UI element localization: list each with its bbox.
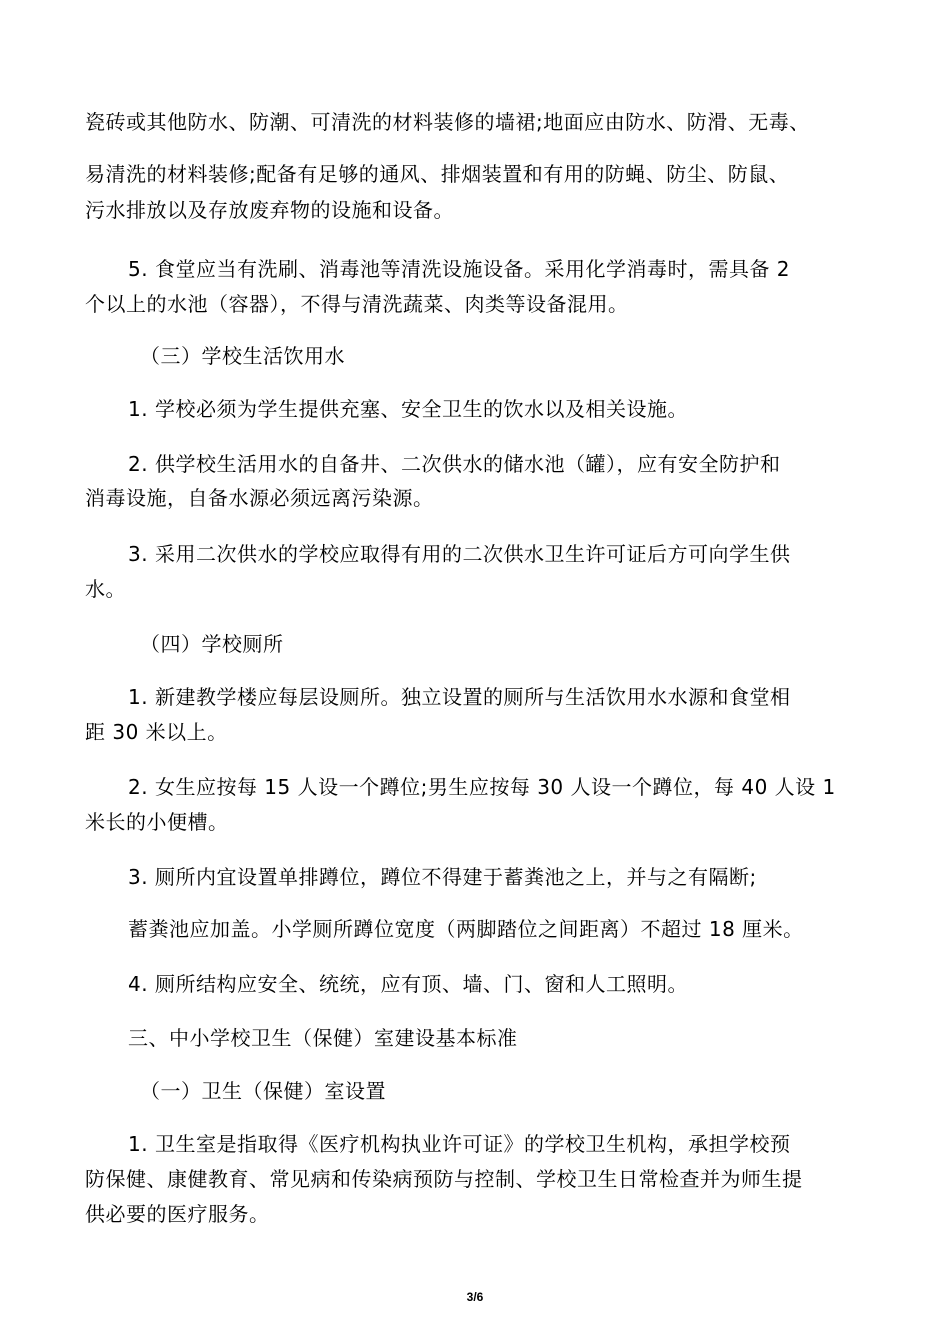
page-number: 3/6 — [466, 1290, 484, 1304]
paragraph-line: 米长的小便槽。 — [85, 810, 229, 834]
paragraph-line: 供必要的医疗服务。 — [85, 1202, 270, 1226]
paragraph-line: 1. 新建教学楼应每层设厕所。独立设置的厕所与生活饮用水水源和食堂相 — [128, 685, 791, 709]
paragraph-line: 4. 厕所结构应安全、统统，应有顶、墙、门、窗和人工照明。 — [128, 972, 688, 996]
section-heading: （三）学校生活饮用水 — [140, 344, 345, 368]
paragraph-line: 防保健、康健教育、常见病和传染病预防与控制、学校卫生日常检查并为师生提 — [85, 1167, 803, 1191]
paragraph-line: 2. 供学校生活用水的自备井、二次供水的储水池（罐），应有安全防护和 — [128, 452, 781, 476]
section-heading: （一）卫生（保健）室设置 — [140, 1079, 386, 1103]
paragraph-line: 水。 — [85, 577, 126, 601]
chapter-heading: 三、中小学校卫生（保健）室建设基本标准 — [128, 1026, 518, 1050]
paragraph-line: 个以上的水池（容器），不得与清洗蔬菜、肉类等设备混用。 — [85, 292, 629, 316]
paragraph-line: 消毒设施，自备水源必须远离污染源。 — [85, 486, 434, 510]
paragraph-line: 1. 卫生室是指取得《医疗机构执业许可证》的学校卫生机构，承担学校预 — [128, 1132, 791, 1156]
paragraph-line: 易清洗的材料装修;配备有足够的通风、排烟装置和有用的防蝇、防尘、防鼠、 — [85, 162, 790, 186]
paragraph-line: 3. 厕所内宜设置单排蹲位，蹲位不得建于蓄粪池之上，并与之有隔断; — [128, 865, 757, 889]
section-heading: （四）学校厕所 — [140, 632, 284, 656]
paragraph-line: 5. 食堂应当有洗刷、消毒池等清洗设施设备。采用化学消毒时，需具备 2 — [128, 257, 791, 281]
paragraph-line: 蓄粪池应加盖。小学厕所蹲位宽度（两脚踏位之间距离）不超过 18 厘米。 — [128, 917, 804, 941]
paragraph-line: 距 30 米以上。 — [85, 720, 228, 744]
paragraph-line: 2. 女生应按每 15 人设一个蹲位;男生应按每 30 人设一个蹲位，每 40 人设 1 — [128, 775, 836, 799]
paragraph-line: 瓷砖或其他防水、防潮、可清洗的材料装修的墙裙;地面应由防水、防滑、无毒、 — [85, 110, 810, 134]
paragraph-line: 污水排放以及存放废弃物的设施和设备。 — [85, 198, 454, 222]
paragraph-line: 1. 学校必须为学生提供充塞、安全卫生的饮水以及相关设施。 — [128, 397, 688, 421]
paragraph-line: 3. 采用二次供水的学校应取得有用的二次供水卫生许可证后方可向学生供 — [128, 542, 791, 566]
